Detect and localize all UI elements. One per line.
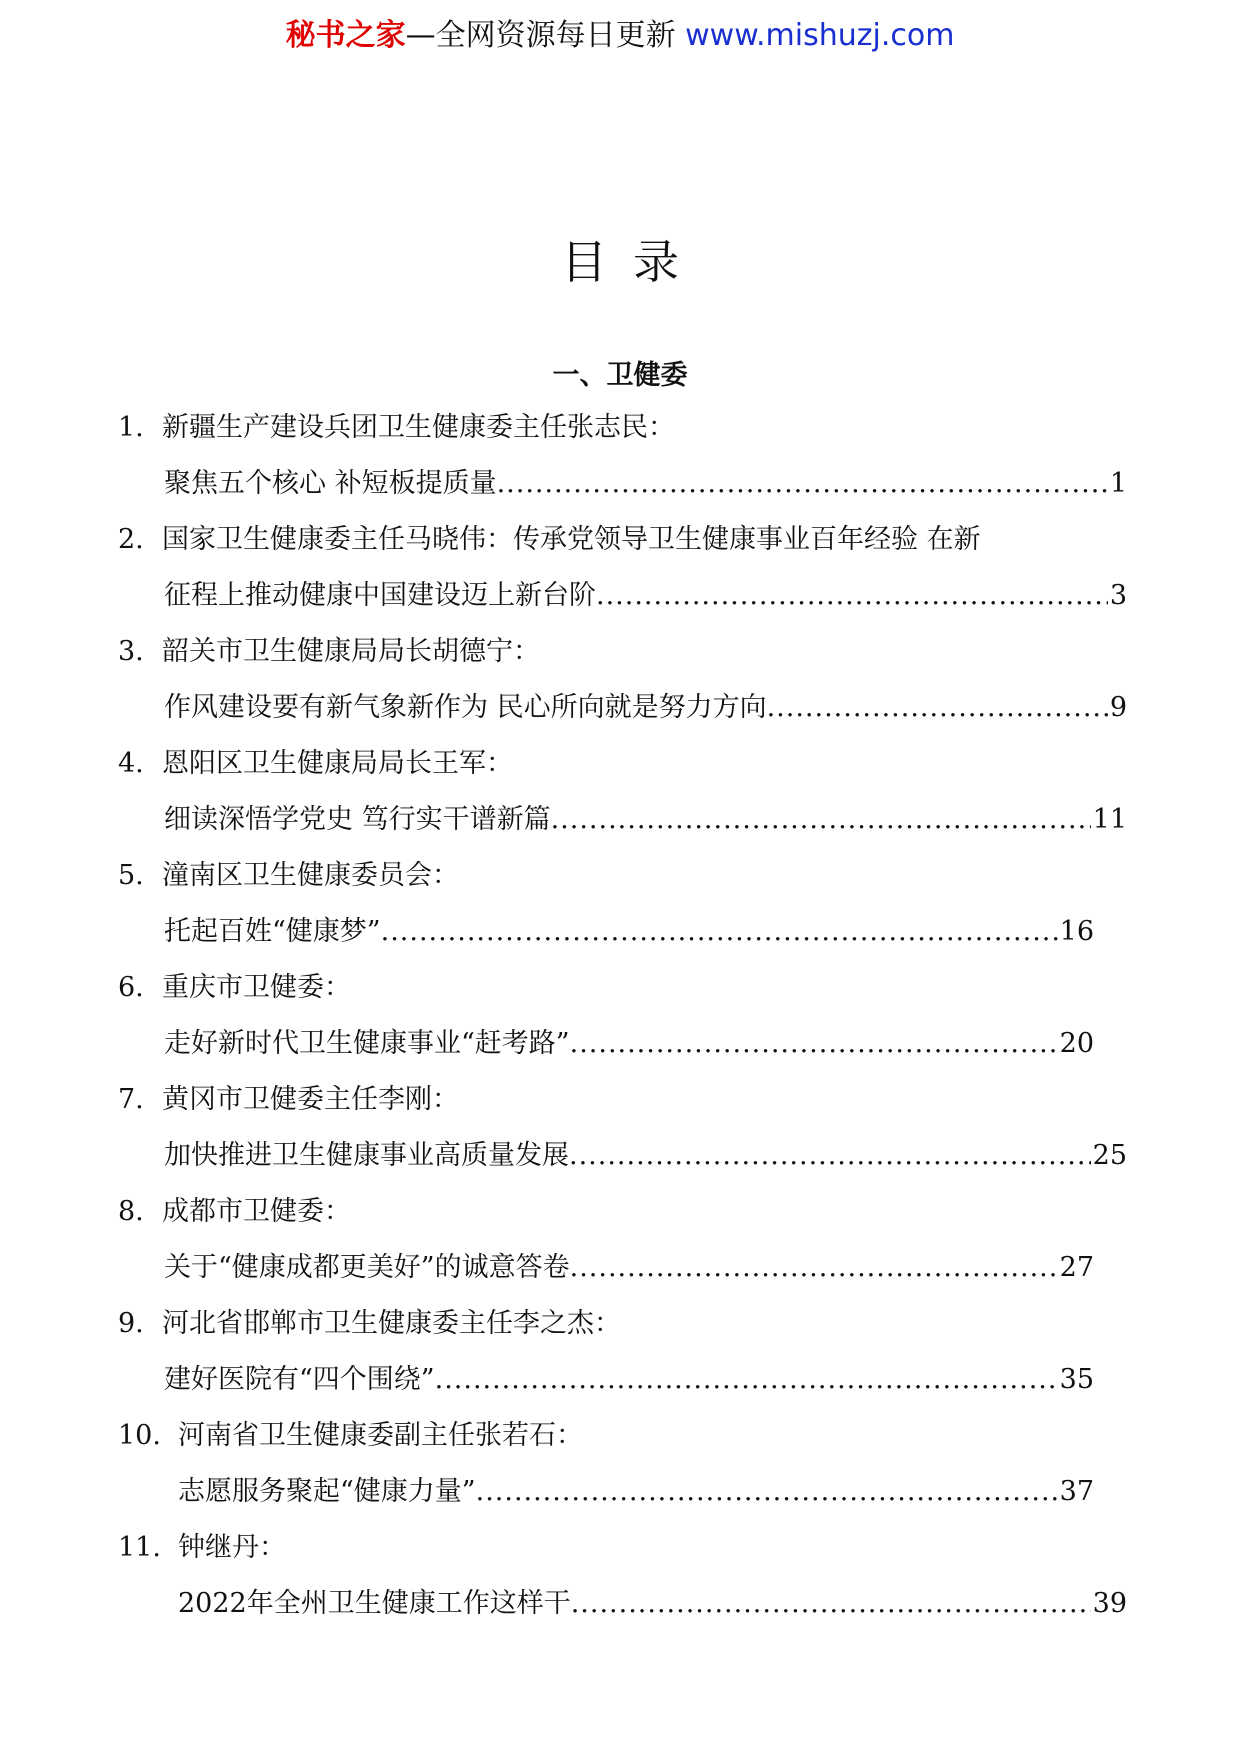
dot-leader — [596, 576, 1108, 616]
toc-entry-line[interactable] — [164, 1360, 1094, 1400]
toc-page-number: 39 — [1092, 1588, 1127, 1619]
site-brand: 秘书之家 — [285, 18, 406, 53]
toc-entry-title: 作风建设要有新气象新作为 民心所向就是努力方向 — [164, 692, 767, 723]
section-heading: 一、卫健委 — [552, 360, 688, 391]
toc-entry-line[interactable] — [164, 1024, 1094, 1064]
toc-entry-line[interactable] — [164, 1136, 1127, 1176]
toc-entry-heading — [118, 1304, 621, 1344]
toc-entry-author: 潼南区卫生健康委员会： — [162, 860, 459, 891]
toc-page-number: 25 — [1092, 1140, 1127, 1171]
dot-leader — [569, 1136, 1091, 1176]
toc-entry-author: 新疆生产建设兵团卫生健康委主任张志民： — [162, 412, 675, 443]
dot-leader — [435, 1360, 1058, 1400]
toc-entry-heading — [118, 1416, 583, 1456]
toc-page-number: 35 — [1059, 1364, 1094, 1395]
toc-entry-number: 7. — [118, 1084, 144, 1115]
toc-entry-line[interactable] — [178, 1584, 1127, 1624]
dot-leader — [767, 688, 1108, 728]
toc-page-number: 37 — [1059, 1476, 1094, 1507]
toc-entry-line[interactable] — [164, 576, 1127, 616]
site-url-link[interactable]: www.mishuzj.com — [685, 18, 955, 53]
toc-entry-number: 6. — [118, 972, 144, 1003]
toc-entry-heading — [118, 968, 351, 1008]
toc-entry-author: 国家卫生健康委主任马晓伟：传承党领导卫生健康事业百年经验 在新 — [162, 524, 981, 555]
toc-entry-heading — [118, 408, 675, 448]
site-tagline: —全网资源每日更新 — [405, 18, 676, 53]
toc-entry-title: 加快推进卫生健康事业高质量发展 — [164, 1140, 569, 1171]
dot-leader — [571, 1584, 1091, 1624]
toc-entry-number: 10. — [118, 1420, 161, 1451]
toc-entry-title: 建好医院有“四个围绕” — [164, 1364, 435, 1395]
toc-page-number: 3 — [1109, 580, 1127, 611]
toc-entry-title: 聚焦五个核心 补短板提质量 — [164, 468, 497, 499]
toc-entry-title: 志愿服务聚起“健康力量” — [178, 1476, 476, 1507]
toc-page-number: 11 — [1092, 804, 1127, 835]
toc-entry-heading — [118, 632, 540, 672]
toc-entry-author: 重庆市卫健委： — [162, 972, 351, 1003]
toc-entry-line[interactable] — [164, 912, 1094, 952]
toc-entry-title: 征程上推动健康中国建设迈上新台阶 — [164, 580, 596, 611]
dot-leader — [497, 464, 1108, 504]
dot-leader — [476, 1472, 1058, 1512]
toc-page-number: 20 — [1059, 1028, 1094, 1059]
dot-leader — [551, 800, 1091, 840]
toc-entry-line[interactable] — [164, 464, 1127, 504]
toc-page-number: 27 — [1059, 1252, 1094, 1283]
page-title: 目录 — [561, 235, 705, 289]
toc-entry-number: 2. — [118, 524, 144, 555]
toc-entry-line[interactable] — [178, 1472, 1094, 1512]
toc-page-number: 1 — [1109, 468, 1127, 499]
toc-entry-number: 1. — [118, 412, 144, 443]
toc-entry-heading — [118, 1528, 286, 1568]
toc-entry-number: 8. — [118, 1196, 144, 1227]
toc-entry-number: 3. — [118, 636, 144, 667]
toc-entry-author: 河南省卫生健康委副主任张若石： — [178, 1420, 583, 1451]
toc-entry-author: 黄冈市卫健委主任李刚： — [162, 1084, 459, 1115]
toc-entry-number: 11. — [118, 1532, 161, 1563]
toc-entry-heading — [118, 1192, 351, 1232]
toc-entry-author: 成都市卫健委： — [162, 1196, 351, 1227]
toc-entry-author: 恩阳区卫生健康局局长王军： — [162, 748, 513, 779]
toc-entry-author: 钟继丹： — [178, 1532, 286, 1563]
dot-leader — [381, 912, 1058, 952]
toc-entry-heading — [118, 520, 981, 560]
toc-entry-heading — [118, 856, 459, 896]
toc-entry-line[interactable] — [164, 688, 1127, 728]
toc-page-number: 16 — [1059, 916, 1094, 947]
toc-entry-title: 走好新时代卫生健康事业“赶考路” — [164, 1028, 570, 1059]
toc-entry-heading — [118, 1080, 459, 1120]
toc-entry-line[interactable] — [164, 1248, 1094, 1288]
toc-entry-author: 河北省邯郸市卫生健康委主任李之杰： — [162, 1308, 621, 1339]
toc-entry-title: 关于“健康成都更美好”的诚意答卷 — [164, 1252, 570, 1283]
toc-entry-heading — [118, 744, 513, 784]
dot-leader — [570, 1024, 1058, 1064]
toc-entry-number: 9. — [118, 1308, 144, 1339]
toc-entry-number: 5. — [118, 860, 144, 891]
toc-entry-title: 2022年全州卫生健康工作这样干 — [178, 1588, 571, 1619]
dot-leader — [570, 1248, 1058, 1288]
toc-entry-line[interactable] — [164, 800, 1127, 840]
toc-page-number: 9 — [1109, 692, 1127, 723]
toc-entry-title: 托起百姓“健康梦” — [164, 916, 381, 947]
toc-entry-number: 4. — [118, 748, 144, 779]
toc-entry-author: 韶关市卫生健康局局长胡德宁： — [162, 636, 540, 667]
toc-entry-title: 细读深悟学党史 笃行实干谱新篇 — [164, 804, 551, 835]
